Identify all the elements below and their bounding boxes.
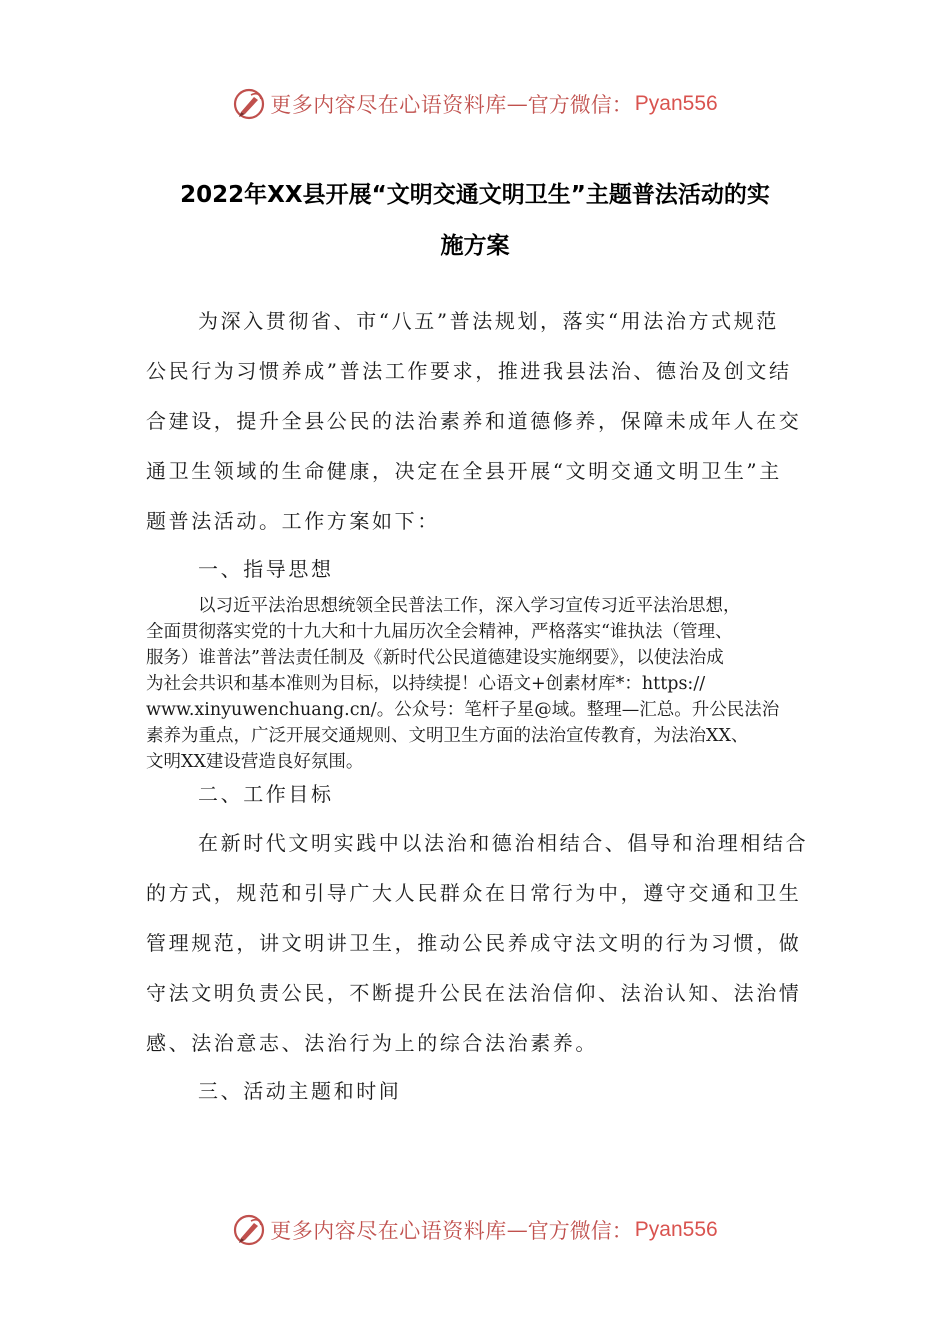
section2-line: 守法文明负责公民，不断提升公民在法治信仰、法治认知、法治情 xyxy=(146,981,802,1005)
banner-text: 更多内容尽在心语资料库 xyxy=(270,93,507,117)
section2-line: 感、法治意志、法治行为上的综合法治素养。 xyxy=(146,1031,598,1055)
section-heading-work-goals: 二、工作目标 xyxy=(198,782,334,806)
document-title-line-1: 2022年XX县开展“文明交通文明卫生”主题普法活动的实 xyxy=(180,182,770,208)
pen-logo-icon xyxy=(232,1213,266,1247)
section2-line: 的方式，规范和引导广大人民群众在日常行为中，遵守交通和卫生 xyxy=(146,881,802,905)
section1-line: 服务）谁普法”普法责任制及《新时代公民道德建设实施纲要》，以使法治成 xyxy=(146,648,724,668)
banner-separator: — xyxy=(506,1218,528,1242)
intro-line: 公民行为习惯养成”普法工作要求，推进我县法治、德治及创文结 xyxy=(146,359,792,383)
intro-line: 为深入贯彻省、市“八五”普法规划，落实“用法治方式规范 xyxy=(198,309,779,333)
header-watermark-banner xyxy=(0,82,950,126)
banner-label: 官方微信： xyxy=(527,93,633,117)
banner-text: 更多内容尽在心语资料库 xyxy=(270,1219,507,1243)
intro-line: 合建设，提升全县公民的法治素养和道德修养，保障未成年人在交 xyxy=(146,409,802,433)
banner-label: 官方微信： xyxy=(527,1219,633,1243)
section1-line: 全面贯彻落实党的十九大和十九届历次全会精神，严格落实“谁执法（管理、 xyxy=(146,622,733,642)
banner-wechat-id: Pyan556 xyxy=(634,1218,718,1241)
intro-line: 通卫生领域的生命健康，决定在全县开展“文明交通文明卫生”主 xyxy=(146,459,782,483)
section1-line: 文明XX建设营造良好氛围。 xyxy=(146,752,364,772)
intro-line: 题普法活动。工作方案如下： xyxy=(146,509,440,533)
banner-separator: — xyxy=(506,92,528,116)
section-heading-guiding-ideology: 一、指导思想 xyxy=(198,557,334,581)
section1-line: 为社会共识和基本准则为目标，以持续提！心语文+创素材库*：https:// xyxy=(146,674,706,694)
section2-line: 在新时代文明实践中以法治和德治相结合、倡导和治理相结合 xyxy=(198,831,809,855)
banner-wechat-id: Pyan556 xyxy=(634,92,718,115)
footer-watermark-banner xyxy=(0,1208,950,1252)
pen-logo-icon xyxy=(232,87,266,121)
document-title-line-2: 施方案 xyxy=(440,233,510,259)
section2-line: 管理规范，讲文明讲卫生，推动公民养成守法文明的行为习惯，做 xyxy=(146,931,802,955)
section1-line: 以习近平法治思想统领全民普法工作，深入学习宣传习近平法治思想， xyxy=(198,596,741,616)
section1-line: 素养为重点，广泛开展交通规则、文明卫生方面的法治宣传教育，为法治XX、 xyxy=(146,726,749,746)
section1-line: www.xinyuwenchuang.cn/。公众号：笔杆子星@域。整理—汇总。升公民法治 xyxy=(146,700,780,720)
section-heading-theme-and-time: 三、活动主题和时间 xyxy=(198,1079,402,1103)
